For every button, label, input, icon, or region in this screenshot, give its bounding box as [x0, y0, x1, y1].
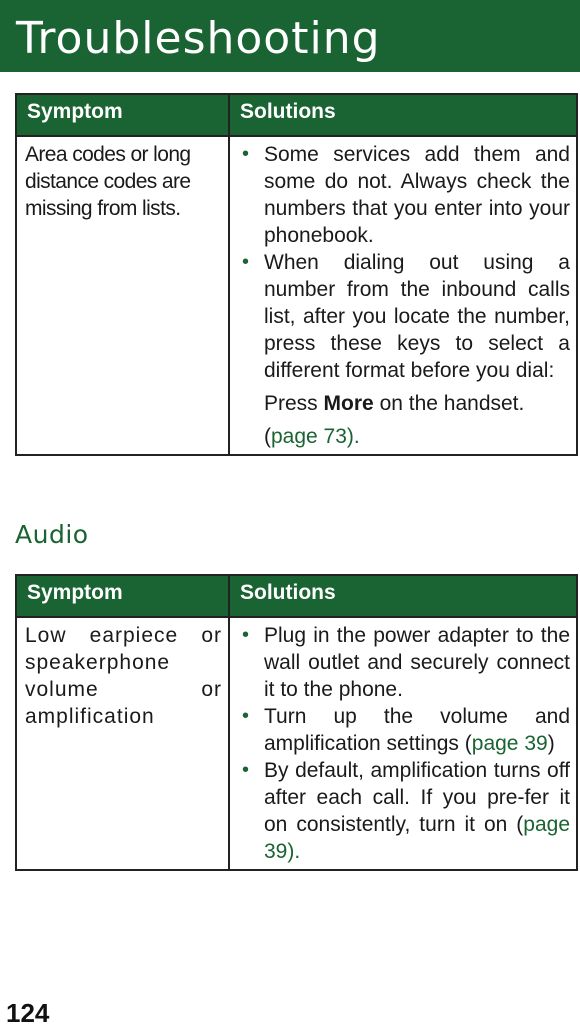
solutions-header: Solutions — [229, 575, 577, 617]
solutions-list — [238, 622, 570, 865]
bullet-icon: • — [242, 624, 250, 646]
list-item: • When dialing out using a number from the inbound calls list, after you locate the number, press these keys to select a different format before you dial: — [242, 251, 570, 382]
troubleshooting-table-general — [15, 93, 578, 456]
page-title: Troubleshooting — [16, 13, 381, 64]
page-title-bar — [0, 0, 580, 72]
page-number: 124 — [6, 998, 50, 1028]
symptom-header: Symptom — [16, 94, 229, 136]
symptom-header: Symptom — [16, 575, 229, 617]
section-heading: Audio — [15, 520, 89, 549]
table-header-row — [16, 575, 577, 617]
bullet-icon: • — [242, 759, 250, 781]
bullet-icon: • — [242, 143, 250, 165]
bullet-icon: • — [242, 705, 250, 727]
page-link[interactable]: page 39 — [471, 732, 548, 755]
list-item: • Turn up the volume and amplification settings (page 39) — [242, 705, 570, 755]
table-header-row — [16, 94, 577, 136]
list-item: • Some services add them and some do not. Always check the numbers that you enter into your phonebook. — [242, 143, 570, 247]
symptom-cell: Area codes or long distance codes are missing from lists. — [16, 136, 229, 455]
troubleshooting-table-audio — [15, 574, 578, 871]
solutions-header: Solutions — [229, 94, 577, 136]
table-row — [16, 617, 577, 870]
more-key-label: More — [323, 392, 374, 415]
solutions-cell — [229, 136, 577, 455]
page-link[interactable]: page 39 — [264, 813, 570, 863]
solutions-cell — [229, 617, 577, 870]
symptom-cell: Low earpiece or speakerphone volume or amplification — [16, 617, 229, 870]
list-item: • By default, amplification turns off after each call. If you pre-fer it on consistently, turn it on (page 39). — [242, 759, 570, 863]
page-link[interactable]: page 73 — [271, 425, 347, 448]
table-row — [16, 136, 577, 455]
bullet-icon: • — [242, 251, 250, 273]
press-instruction: Press More on the handset. — [264, 392, 525, 415]
list-item: • Plug in the power adapter to the wall outlet and securely connect it to the phone. — [242, 624, 570, 701]
page-reference: (page 73). — [264, 425, 360, 448]
solutions-list — [238, 141, 570, 384]
